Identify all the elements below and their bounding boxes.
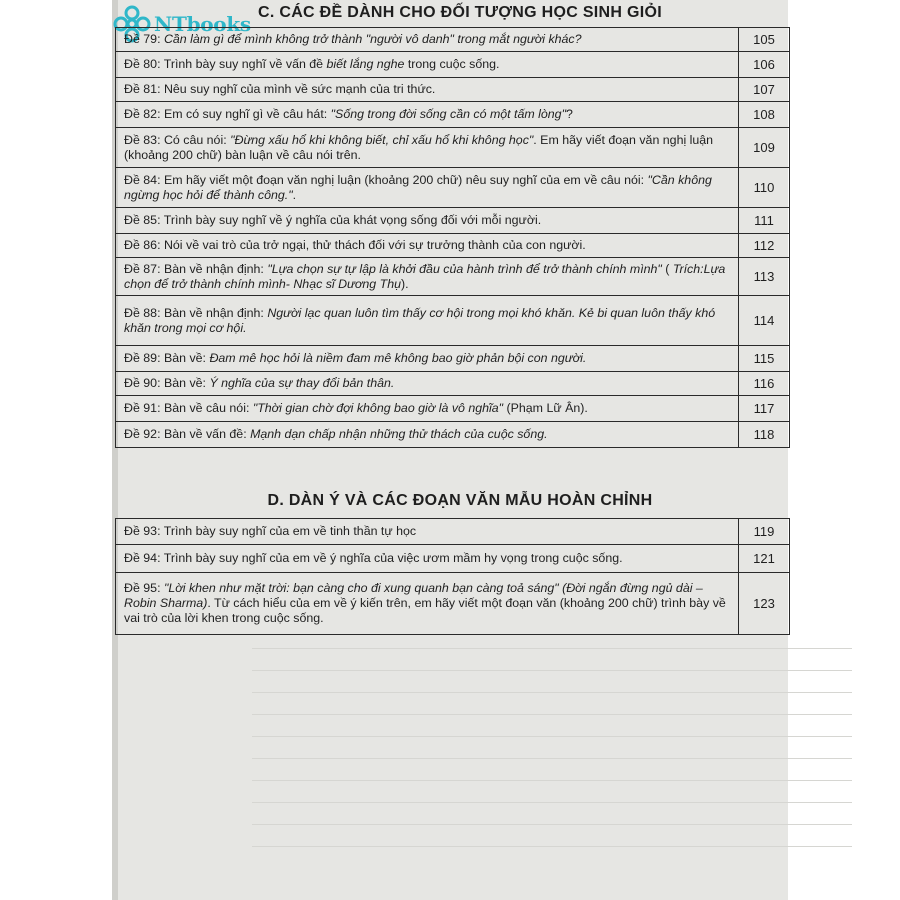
toc-page-number: 114 [739,296,790,346]
toc-table-section-c [115,27,790,448]
toc-entry-text: Bàn về: [163,351,210,365]
toc-entry-label: Đề 81: [124,82,161,96]
toc-row [116,168,790,208]
toc-page-number: 106 [739,52,790,78]
toc-row [116,545,790,573]
toc-entry-text: Bàn về nhận định: [163,261,268,276]
toc-entry [116,168,739,208]
toc-row [116,258,790,296]
toc-entry-text: Nói về vai trò của trở ngại, thử thách đối với sự trưởng thành của con người. [163,238,586,252]
toc-entry-text: Bàn về: [163,376,210,390]
toc-entry-text: Cần làm gì để mình không trở thành "người vô danh" trong mắt người khác? [163,32,582,46]
toc-entry-label: Đề 94: [124,551,161,565]
toc-page-number: 113 [739,258,790,296]
toc-entry-label: Đề 82: [124,107,161,121]
toc-entry-label: Đề 89: [124,351,161,365]
toc-entry-label: Đề 80: [124,57,161,71]
toc-row [116,28,790,52]
toc-entry-text: . Em hãy viết đoạn văn nghị luận (khoảng 200 chữ) bàn luận về câu nói trên. [124,132,714,162]
toc-entry-text: "Lời khen như mặt trời: bạn càng cho đi xung quanh bạn càng toả sáng" (Đời ngắn đừng ngủ dài – Robin Sharma) [124,581,703,610]
toc-page-number: 109 [739,128,790,168]
toc-entry [116,208,739,234]
toc-row [116,128,790,168]
toc-page-number: 117 [739,396,790,422]
toc-row [116,519,790,545]
toc-entry [116,296,739,346]
toc-entry-text: Có câu nói: [163,132,231,147]
toc-entry-text: Mạnh dạn chấp nhận những thử thách của cuộc sống. [250,427,548,441]
toc-entry [116,258,739,296]
toc-row [116,102,790,128]
toc-page-number: 111 [739,208,790,234]
toc-entry-label: Đề 87: [124,261,161,276]
toc-entry-text: "Đừng xấu hổ khi không biết, chỉ xấu hổ khi không học" [230,132,534,147]
toc-entry-label: Đề 91: [124,401,161,415]
toc-entry-text: . [292,187,297,202]
toc-page-number: 105 [739,28,790,52]
toc-entry-label: Đề 92: [124,427,161,441]
toc-row [116,52,790,78]
toc-page-number: 115 [739,346,790,372]
toc-row [116,422,790,448]
toc-row [116,208,790,234]
toc-entry [116,346,739,372]
toc-entry-label: Đề 83: [124,132,161,147]
toc-entry-text: ? [565,107,573,121]
toc-entry-label: Đề 95: [124,581,161,595]
toc-entry [116,422,739,448]
toc-entry [116,545,739,573]
toc-entry-text: Trình bày suy nghĩ về vấn đề [163,57,327,71]
toc-entry-text: Em hãy viết một đoạn văn nghị luận (khoảng 200 chữ) nêu suy nghĩ của em về câu nói: [163,172,648,187]
toc-entry [116,52,739,78]
toc-page-number: 107 [739,78,790,102]
toc-entry-label: Đề 93: [124,524,161,538]
toc-entry-label: Đề 79: [124,32,161,46]
toc-entry-text: ). [400,276,409,291]
toc-entry-label: Đề 90: [124,376,161,390]
toc-entry-text: ( [661,261,673,276]
toc-row [116,573,790,635]
toc-entry-text: Bàn về nhận định: [163,305,268,320]
toc-entry [116,519,739,545]
toc-row [116,296,790,346]
toc-entry-text: Trình bày suy nghĩ của em về tinh thần tự học [163,524,417,538]
toc-entry-text: "Thời gian chờ đợi không bao giờ là vô nghĩa" [252,401,504,415]
toc-entry-text: Đam mê học hỏi là niềm đam mê không bao giờ phản bội con người. [209,351,587,365]
toc-entry-label: Đề 84: [124,172,161,187]
toc-entry [116,396,739,422]
toc-entry [116,28,739,52]
toc-table-section-d [115,518,790,635]
toc-entry [116,372,739,396]
toc-entry-text: "Sống trong đời sống cần có một tấm lòng" [330,107,566,121]
toc-entry-text: trong cuộc sống. [404,57,500,71]
toc-entry-text: Nêu suy nghĩ của mình về sức mạnh của tri thức. [163,82,436,96]
section-d-title: D. DÀN Ý VÀ CÁC ĐOẠN VĂN MẪU HOÀN CHỈNH [267,492,653,509]
toc-page-number: 118 [739,422,790,448]
toc-entry-text: Bàn về câu nói: [163,401,253,415]
toc-row [116,346,790,372]
toc-entry-text: Em có suy nghĩ gì về câu hát: [163,107,331,121]
brand-name: NTbooks [154,12,251,36]
toc-entry-text: Người lạc quan luôn tìm thấy cơ hội trong mọi khó khăn. Kẻ bi quan luôn thấy khó khăn trong mọi cơ hội. [124,305,716,335]
toc-page-number: 121 [739,545,790,573]
toc-page-number: 123 [739,573,790,635]
toc-entry-label: Đề 88: [124,305,161,320]
toc-row [116,372,790,396]
toc-entry [116,78,739,102]
toc-entry-text: "Lựa chọn sự tự lập là khởi đầu của hành trình để trở thành chính mình" [267,261,662,276]
toc-page-number: 110 [739,168,790,208]
toc-row [116,78,790,102]
toc-page-number: 119 [739,519,790,545]
toc-entry [116,128,739,168]
toc-entry-text: Trình bày suy nghĩ về ý nghĩa của khát vọng sống đối với mỗi người. [163,213,542,227]
toc-entry-label: Đề 86: [124,238,161,252]
toc-page-number: 116 [739,372,790,396]
toc-entry-text: . Từ cách hiểu của em về ý kiến trên, em hãy viết một đoạn văn (khoảng 200 chữ) trình bày về vai trò của lời khen trong cuộc sống. [124,596,726,625]
toc-entry-text: Bàn về vấn đề: [163,427,251,441]
toc-page-number: 112 [739,234,790,258]
toc-entry-text: "Cần không ngừng học hỏi để thành công." [124,172,712,202]
toc-body-c [116,28,790,448]
toc-entry [116,102,739,128]
toc-entry-text: Ý nghĩa của sự thay đổi bản thân. [209,376,395,390]
toc-entry-text: Trích:Lựa chọn để trở thành chính mình- Nhạc sĩ Dương Thụ [124,261,726,291]
toc-body-d [116,519,790,635]
toc-entry-label: Đề 85: [124,213,161,227]
section-c-title: C. CÁC ĐỀ DÀNH CHO ĐỐI TƯỢNG HỌC SINH GIỎI [258,4,662,21]
toc-row [116,396,790,422]
toc-entry-text: (Phạm Lữ Ân). [503,401,588,415]
toc-entry [116,234,739,258]
toc-entry-text: biết lắng nghe [326,57,405,71]
toc-page-number: 108 [739,102,790,128]
toc-entry-text: Trình bày suy nghĩ của em về ý nghĩa của việc ươm mầm hy vọng trong cuộc sống. [163,551,623,565]
bleed-through-lines [252,648,852,888]
toc-entry [116,573,739,635]
toc-row [116,234,790,258]
